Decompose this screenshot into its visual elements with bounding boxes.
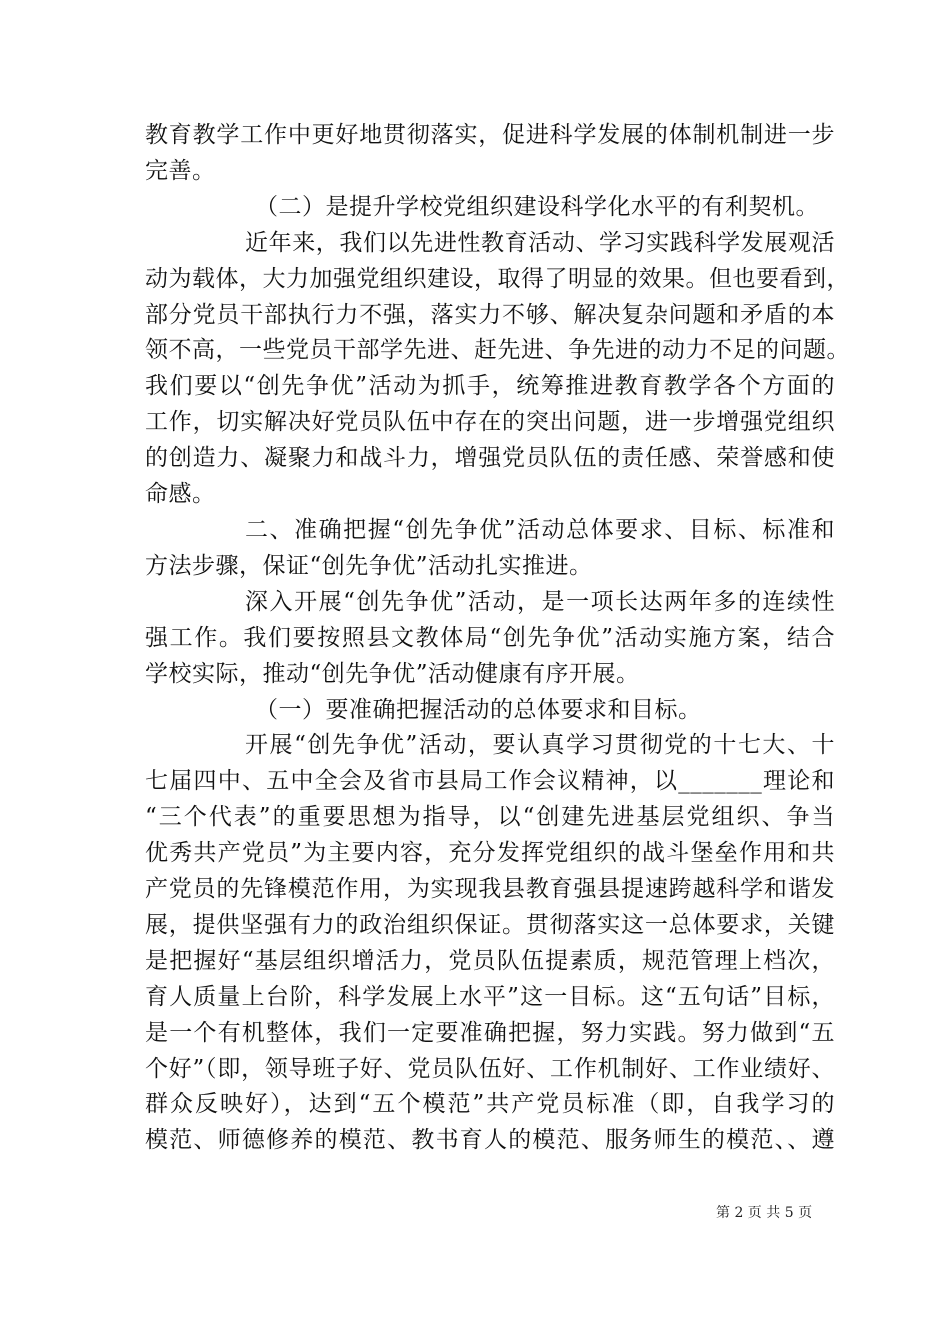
- text-line: 产党员的先锋模范作用，为实现我县教育强县提速跨越科学和谐发: [145, 876, 835, 903]
- text-line: 是一个有机整体，我们一定要准确把握，努力实践。努力做到“五: [145, 1019, 835, 1046]
- text-line: 七届四中、五中全会及省市县局工作会议精神，以_______理论和: [145, 768, 835, 795]
- text-line: 模范、师德修养的模范、教书育人的模范、服务师生的模范、、遵: [145, 1127, 835, 1154]
- text-line: 的创造力、凝聚力和战斗力，增强党员队伍的责任感、荣誉感和使: [145, 445, 835, 472]
- text-line: 我们要以“创先争优”活动为抓手，统筹推进教育教学各个方面的: [145, 373, 835, 400]
- text-line: 育人质量上台阶，科学发展上水平”这一目标。这“五句话”目标，: [145, 983, 835, 1010]
- subheading: （二）是提升学校党组织建设科学化水平的有利契机。: [255, 193, 819, 220]
- text-line: 教育教学工作中更好地贯彻落实，促进科学发展的体制机制进一步: [145, 122, 835, 148]
- text-line: 学校实际，推动“创先争优”活动健康有序开展。: [145, 660, 640, 687]
- text-line: 强工作。我们要按照县文教体局“创先争优”活动实施方案，结合: [145, 624, 835, 651]
- text-line: 动为载体，大力加强党组织建设，取得了明显的效果。但也要看到，: [145, 265, 850, 292]
- text-line: 深入开展“创先争优”活动，是一项长达两年多的连续性: [245, 588, 835, 615]
- text-line: 工作，切实解决好党员队伍中存在的突出问题，进一步增强党组织: [145, 409, 835, 436]
- body-text: [145, 118, 850, 1159]
- text-line: 完善。: [145, 157, 216, 184]
- section-heading: 方法步骤，保证“创先争优”活动扎实推进。: [145, 552, 593, 579]
- text-line: 是把握好“基层组织增活力，党员队伍提素质，规范管理上档次，: [145, 947, 835, 974]
- text-line: 部分党员干部执行力不强，落实力不够、解决复杂问题和矛盾的本: [145, 301, 835, 328]
- text-line: 个好”（即，领导班子好、党员队伍好、工作机制好、工作业绩好、: [145, 1055, 835, 1082]
- page-number: 第 2 页 共 5 页: [716, 1205, 813, 1221]
- text-line: 群众反映好），达到“五个模范”共产党员标准（即，自我学习的: [145, 1091, 835, 1118]
- text-line: 领不高，一些党员干部学先进、赶先进、争先进的动力不足的问题。: [145, 337, 850, 364]
- section-heading: 二、准确把握“创先争优”活动总体要求、目标、标准和: [245, 516, 835, 543]
- text-line: 近年来，我们以先进性教育活动、学习实践科学发展观活: [245, 229, 835, 256]
- subheading: （一）要准确把握活动的总体要求和目标。: [255, 696, 702, 723]
- text-line: 命感。: [145, 481, 216, 508]
- text-line: 展，提供坚强有力的政治组织保证。贯彻落实这一总体要求，关键: [145, 911, 835, 938]
- text-line: 优秀共产党员”为主要内容，充分发挥党组织的战斗堡垒作用和共: [145, 840, 835, 867]
- text-line: 开展“创先争优”活动，要认真学习贯彻党的十七大、十: [245, 732, 835, 759]
- text-line: “三个代表”的重要思想为指导，以“创建先进基层党组织、争当: [145, 804, 835, 831]
